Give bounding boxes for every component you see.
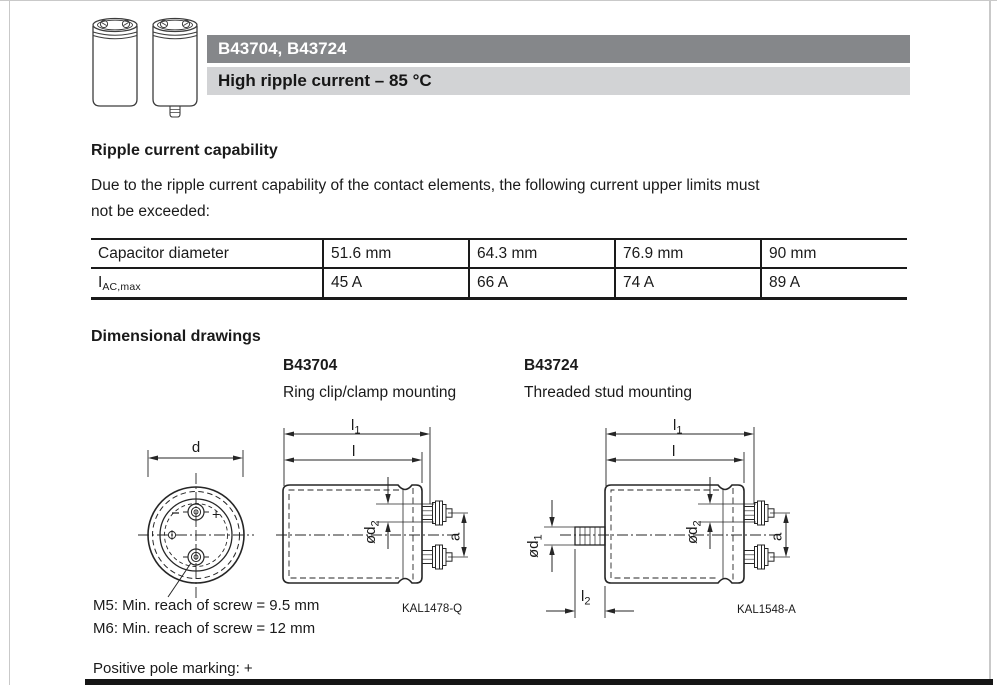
dim-label-l-right: l [672, 443, 676, 460]
drawing-caption-mounting-left: Ring clip/clamp mounting [283, 384, 457, 401]
dim-label-l1-right [673, 417, 682, 437]
side-view-drawing-b43704 [276, 424, 468, 583]
dim-label-l1-base: l [673, 417, 677, 434]
table-cell-value: 89 A [760, 269, 907, 297]
dim-label-od2-sub: 2 [369, 520, 382, 527]
ripple-heading: Ripple current capability [91, 142, 278, 159]
table-cell-value: 51.6 mm [322, 240, 468, 267]
drawing-caption-part-left: B43704 [283, 357, 338, 374]
table-cell-value: 90 mm [760, 240, 907, 267]
dim-label-od2-base: ød [684, 526, 701, 544]
iac-subscript: AC,max [102, 281, 141, 293]
top-view-drawing [138, 450, 254, 599]
table-cell-value: 76.9 mm [614, 240, 760, 267]
dim-label-l1-sub: 1 [676, 424, 683, 437]
dim-label-l2-sub: 2 [584, 595, 591, 608]
drawing-caption-part-right: B43724 [524, 357, 579, 374]
drawing-code-left: KAL1478-Q [402, 603, 463, 615]
dim-label-od2-sub: 2 [691, 520, 704, 527]
note-m6: M6: Min. reach of screw = 12 mm [93, 620, 316, 637]
ripple-paragraph-line1: Due to the ripple current capability of the contact elements, the following current upper limits must [91, 177, 760, 194]
page-bottom-rule [85, 679, 993, 685]
note-m5: M5: Min. reach of screw = 9.5 mm [93, 597, 320, 614]
table-cell-label: Capacitor diameter [98, 244, 229, 262]
dim-label-a-left: a [446, 532, 464, 541]
dim-label-od2-left [362, 520, 382, 544]
dim-label-od1-base: ød [525, 540, 542, 558]
dim-label-od2-right [684, 520, 704, 544]
drawing-code-right: KAL1548-A [737, 604, 796, 616]
dim-label-l2 [581, 588, 590, 608]
dim-label-od1 [525, 534, 545, 558]
dim-label-l2-base: l [581, 588, 585, 605]
iac-symbol: I [98, 274, 103, 291]
dim-label-a-right: a [768, 532, 786, 541]
dim-label-od1-sub: 1 [532, 534, 545, 541]
table-cell-value: 66 A [468, 269, 614, 297]
dim-label-l1-base: l [351, 417, 355, 434]
capacitor-photos-icon [93, 19, 197, 118]
table-cell-value: 64.3 mm [468, 240, 614, 267]
footer-polarity-note: Positive pole marking: + [93, 660, 253, 677]
ripple-paragraph-line2: not be exceeded: [91, 203, 210, 220]
dim-label-od2-base: ød [362, 526, 379, 544]
header-feature-text: High ripple current – 85 °C [218, 71, 432, 90]
dimensional-heading: Dimensional drawings [91, 328, 261, 345]
drawing-caption-mounting-right: Threaded stud mounting [524, 384, 693, 401]
dim-label-d: d [191, 439, 201, 456]
table-cell-value: 45 A [322, 269, 468, 297]
dim-label-l-left: l [352, 443, 356, 460]
table-cell-value: 74 A [614, 269, 760, 297]
dim-label-l1-left [351, 417, 360, 437]
header-model-text: B43704, B43724 [218, 39, 347, 58]
polarity-plus-mark: + [212, 506, 221, 522]
dim-label-l1-sub: 1 [354, 424, 361, 437]
